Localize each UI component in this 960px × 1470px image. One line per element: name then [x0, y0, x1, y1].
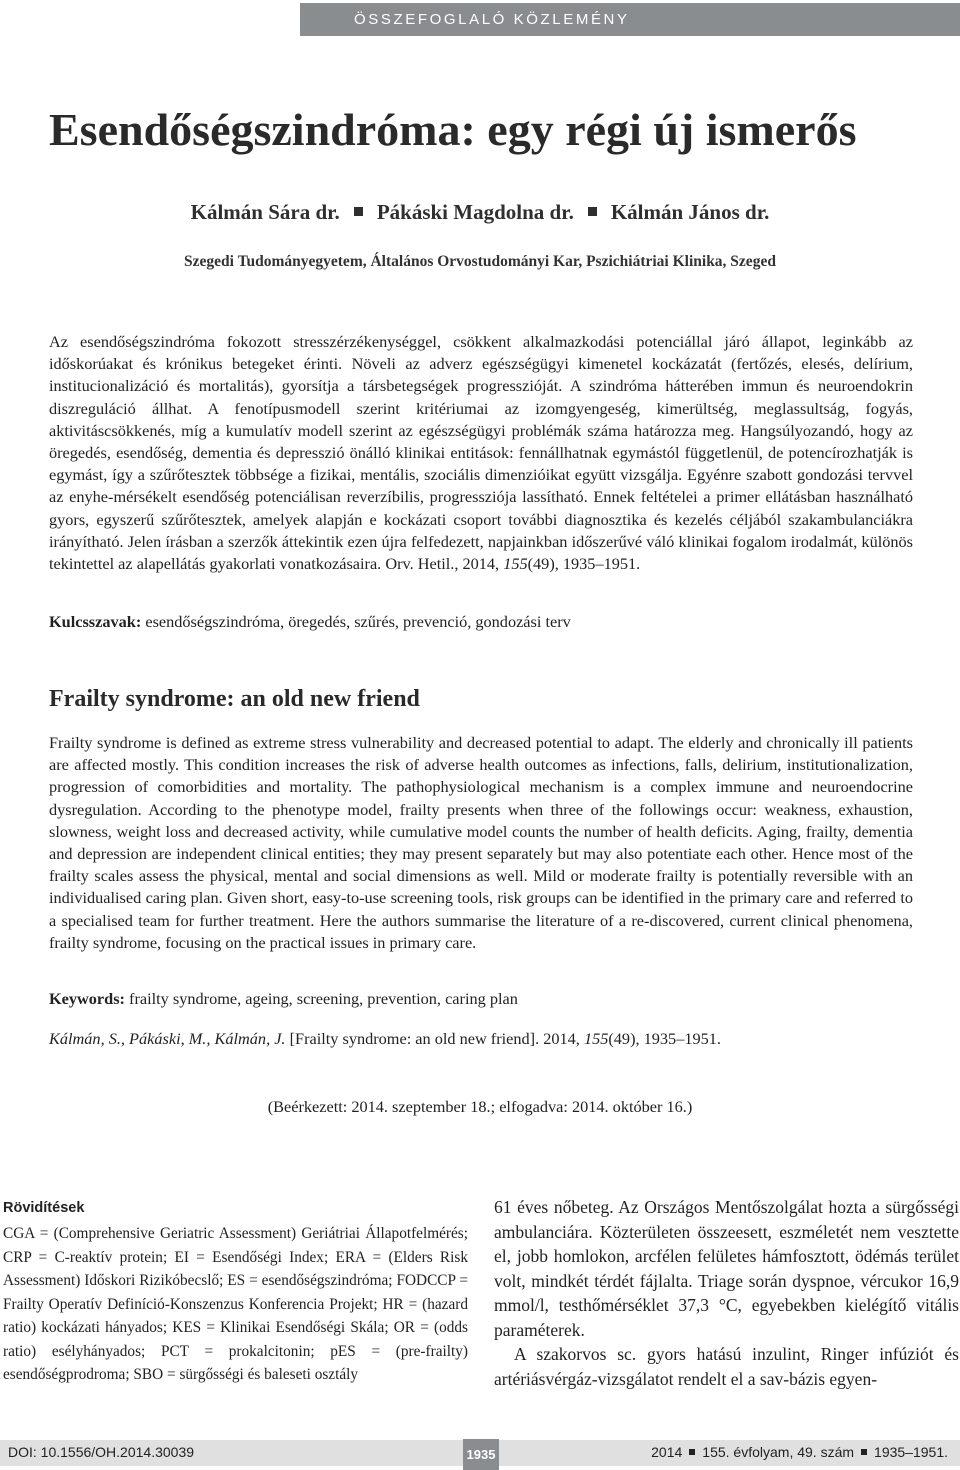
keywords-text: frailty syndrome, ageing, screening, prevention, caring plan: [124, 989, 518, 1008]
keywords-hungarian: [49, 611, 913, 633]
citation: [49, 1029, 929, 1049]
keywords-text: esendőségszindróma, öregedés, szűrés, prevenció, gondozási terv: [141, 612, 571, 631]
footer-volume-issue: 155. évfolyam, 49. szám: [702, 1444, 855, 1460]
abstract-english: Frailty syndrome is defined as extreme stress vulnerability and decreased potential to adapt. The elderly and chronically ill patients are affected mostly. This condition increases the risk of adverse health outcomes as infections, falls, delirium, institutionalization, progression of comorbidities and mortality. The pathophysiological mechanism is a complex immune and neuroendocrine dysregulation. According to the phenotype model, frailty presents when three of the followings occur: weakness, exhaustion, slowness, weight loss and decreased activity, while cumulative model counts the number of health deficits. Aging, frailty, dementia and depression are independent clinical entities; they may present separately but may also potentiate each other. Hence most of the frailty scales assess the physical, mental and social dimensions as well. Mild or moderate frailty is potentially reversible with an individualised caring plan. Given short, easy-to-use screening tools, risk groups can be identified in the primary care and referred to a specialised team for further treatment. Here the authors summarise the literature of a re-discovered, current clinical phenomena, frailty syndrome, focusing on the practical issues in primary care.: [49, 733, 913, 952]
citation-title: [Frailty syndrome: an old new friend]. 2014,: [285, 1029, 584, 1048]
abstract-body: Az esendőségszindróma fokozott stresszérzékenységgel, csökkent alkalmazkodási potenciállal járó állapot, leginkább az időskorúakat és krónikus betegeket érinti. Növeli az adverz egészségügyi kimenetel kockázatát (fertőzés, elesés, delírium, institucionalizáció és mortalitás), gyorsítja a társbetegségek progresszióját. A szindróma hátterében immun és neuroendokrin diszreguláció állhat. A fenotípusmodell szerint kritériumai az izomgyengeség, kimerültség, meglassultság, fogyás, aktivitáscsökkenés, míg a kumulatív modell szerint az egészségügyi problémák száma határozza meg. Hangsúlyozandó, hogy az öregedés, esendőség, dementia és depresszió önálló klinikai entitások: fennállhatnak egymástól függetlenül, de potencírozhatják is egymást, így a szűrőtesztek többsége a fizikai, mentális, szociális dimenzióikat együtt vizsgálja. Egyénre szabott gondozási tervvel az enyhe-mérsékelt esendőség potenciálisan reverzíbilis, progressziója lassítható. Ennek feltételei a primer ellátásban használható gyors, egyszerű szűrőtesztek, amelyek alapján e kockázati csoport további diagnosztika és kezelés céljából szakambulanciákra irányítható. Jelen írásban a szerzők áttekintik ezen újra felfedezett, napjainkban időszerűvé váló klinikai fogalom irodalmát, különös tekintettel az alapellátás gyakorlati vonatkozásaira. Orv. Hetil., 2014,: [49, 332, 913, 574]
page-number: 1935: [463, 1439, 499, 1470]
affiliation: Szegedi Tudományegyetem, Általános Orvostudományi Kar, Pszichiátriai Klinika, Szeged: [184, 253, 776, 270]
keywords-label: Keywords:: [49, 989, 125, 1008]
author-name: Pákáski Magdolna dr.: [376, 200, 574, 224]
author-name: Kálmán Sára dr.: [190, 200, 340, 224]
section-label: ÖSSZEFOGLALÓ KÖZLEMÉNY: [300, 3, 960, 36]
abstract-hungarian: [49, 331, 913, 575]
keywords-label: Kulcsszavak:: [49, 612, 142, 631]
abbreviations-heading: Rövidítések: [3, 1200, 85, 1216]
keywords-english: [49, 988, 913, 1010]
separator-square-icon: [354, 207, 363, 216]
citation-authors: Kálmán, S., Pákáski, M., Kálmán, J.: [49, 1029, 286, 1048]
footer-year: 2014: [651, 1444, 683, 1460]
volume-number: 155: [503, 554, 528, 574]
journal-issue-info: [651, 1444, 948, 1460]
article-title: Esendőségszindróma: egy régi új ismerős: [49, 104, 857, 155]
received-dates: (Beérkezett: 2014. szeptember 18.; elfogadva: 2014. október 16.): [267, 1097, 693, 1116]
footer-pages: 1935–1951.: [874, 1444, 948, 1460]
citation-volume: 155: [583, 1029, 609, 1048]
abbreviations-text: CGA = (Comprehensive Geriatric Assessment) Geriátriai Állapotfelmérés; CRP = C-reaktív protein; EI = Esendőségi Index; ERA = (Elders Risk Assessment) Időskori Rizikóbecslő; ES = esendőségszindróma; FODCCP = Frailty Operatív Definíció-Konszenzus Konferencia Projekt; HR = (hazard ratio) kockázati hányados; KES = Klinikai Esendőségi Skála; OR = (odds ratio) esélyhányados; PCT = prokalcitonin; pES = (pre-frailty) esendőségprodroma; SBO = sürgősségi és baleseti osztály: [3, 1225, 468, 1383]
author-name: Kálmán János dr.: [610, 200, 770, 224]
separator-square-icon: [861, 1449, 867, 1455]
author-list: [0, 200, 960, 225]
separator-square-icon: [588, 207, 597, 216]
citation-pages: (49), 1935–1951.: [608, 1029, 721, 1048]
issue-pages: (49), 1935–1951.: [527, 554, 641, 574]
paragraph: A szakorvos sc. gyors hatású inzulint, Ringer infúziót és artériásvérgáz-vizsgálatot rendelt el a sav-bázis egyen-: [494, 1344, 959, 1389]
separator-square-icon: [689, 1449, 695, 1455]
case-report-column: [494, 1195, 959, 1391]
english-title: Frailty syndrome: an old new friend: [49, 686, 420, 712]
paragraph: 61 éves nőbeteg. Az Országos Mentőszolgálat hozta a sürgősségi ambulanciára. Közterületen összeesett, eszméletét nem vesztette el, jobb homlokon, arcfélen felületes hámfosztott, ödémás terület volt, mindkét térdét fájlalta. Triage során dyspnoe, vércukor 16,9 mmol/l, testhőmérséklet 37,3 °C, egyebekben kielégítő vitális paraméterek.: [494, 1197, 959, 1340]
doi-link[interactable]: DOI: 10.1556/OH.2014.30039: [8, 1444, 195, 1460]
